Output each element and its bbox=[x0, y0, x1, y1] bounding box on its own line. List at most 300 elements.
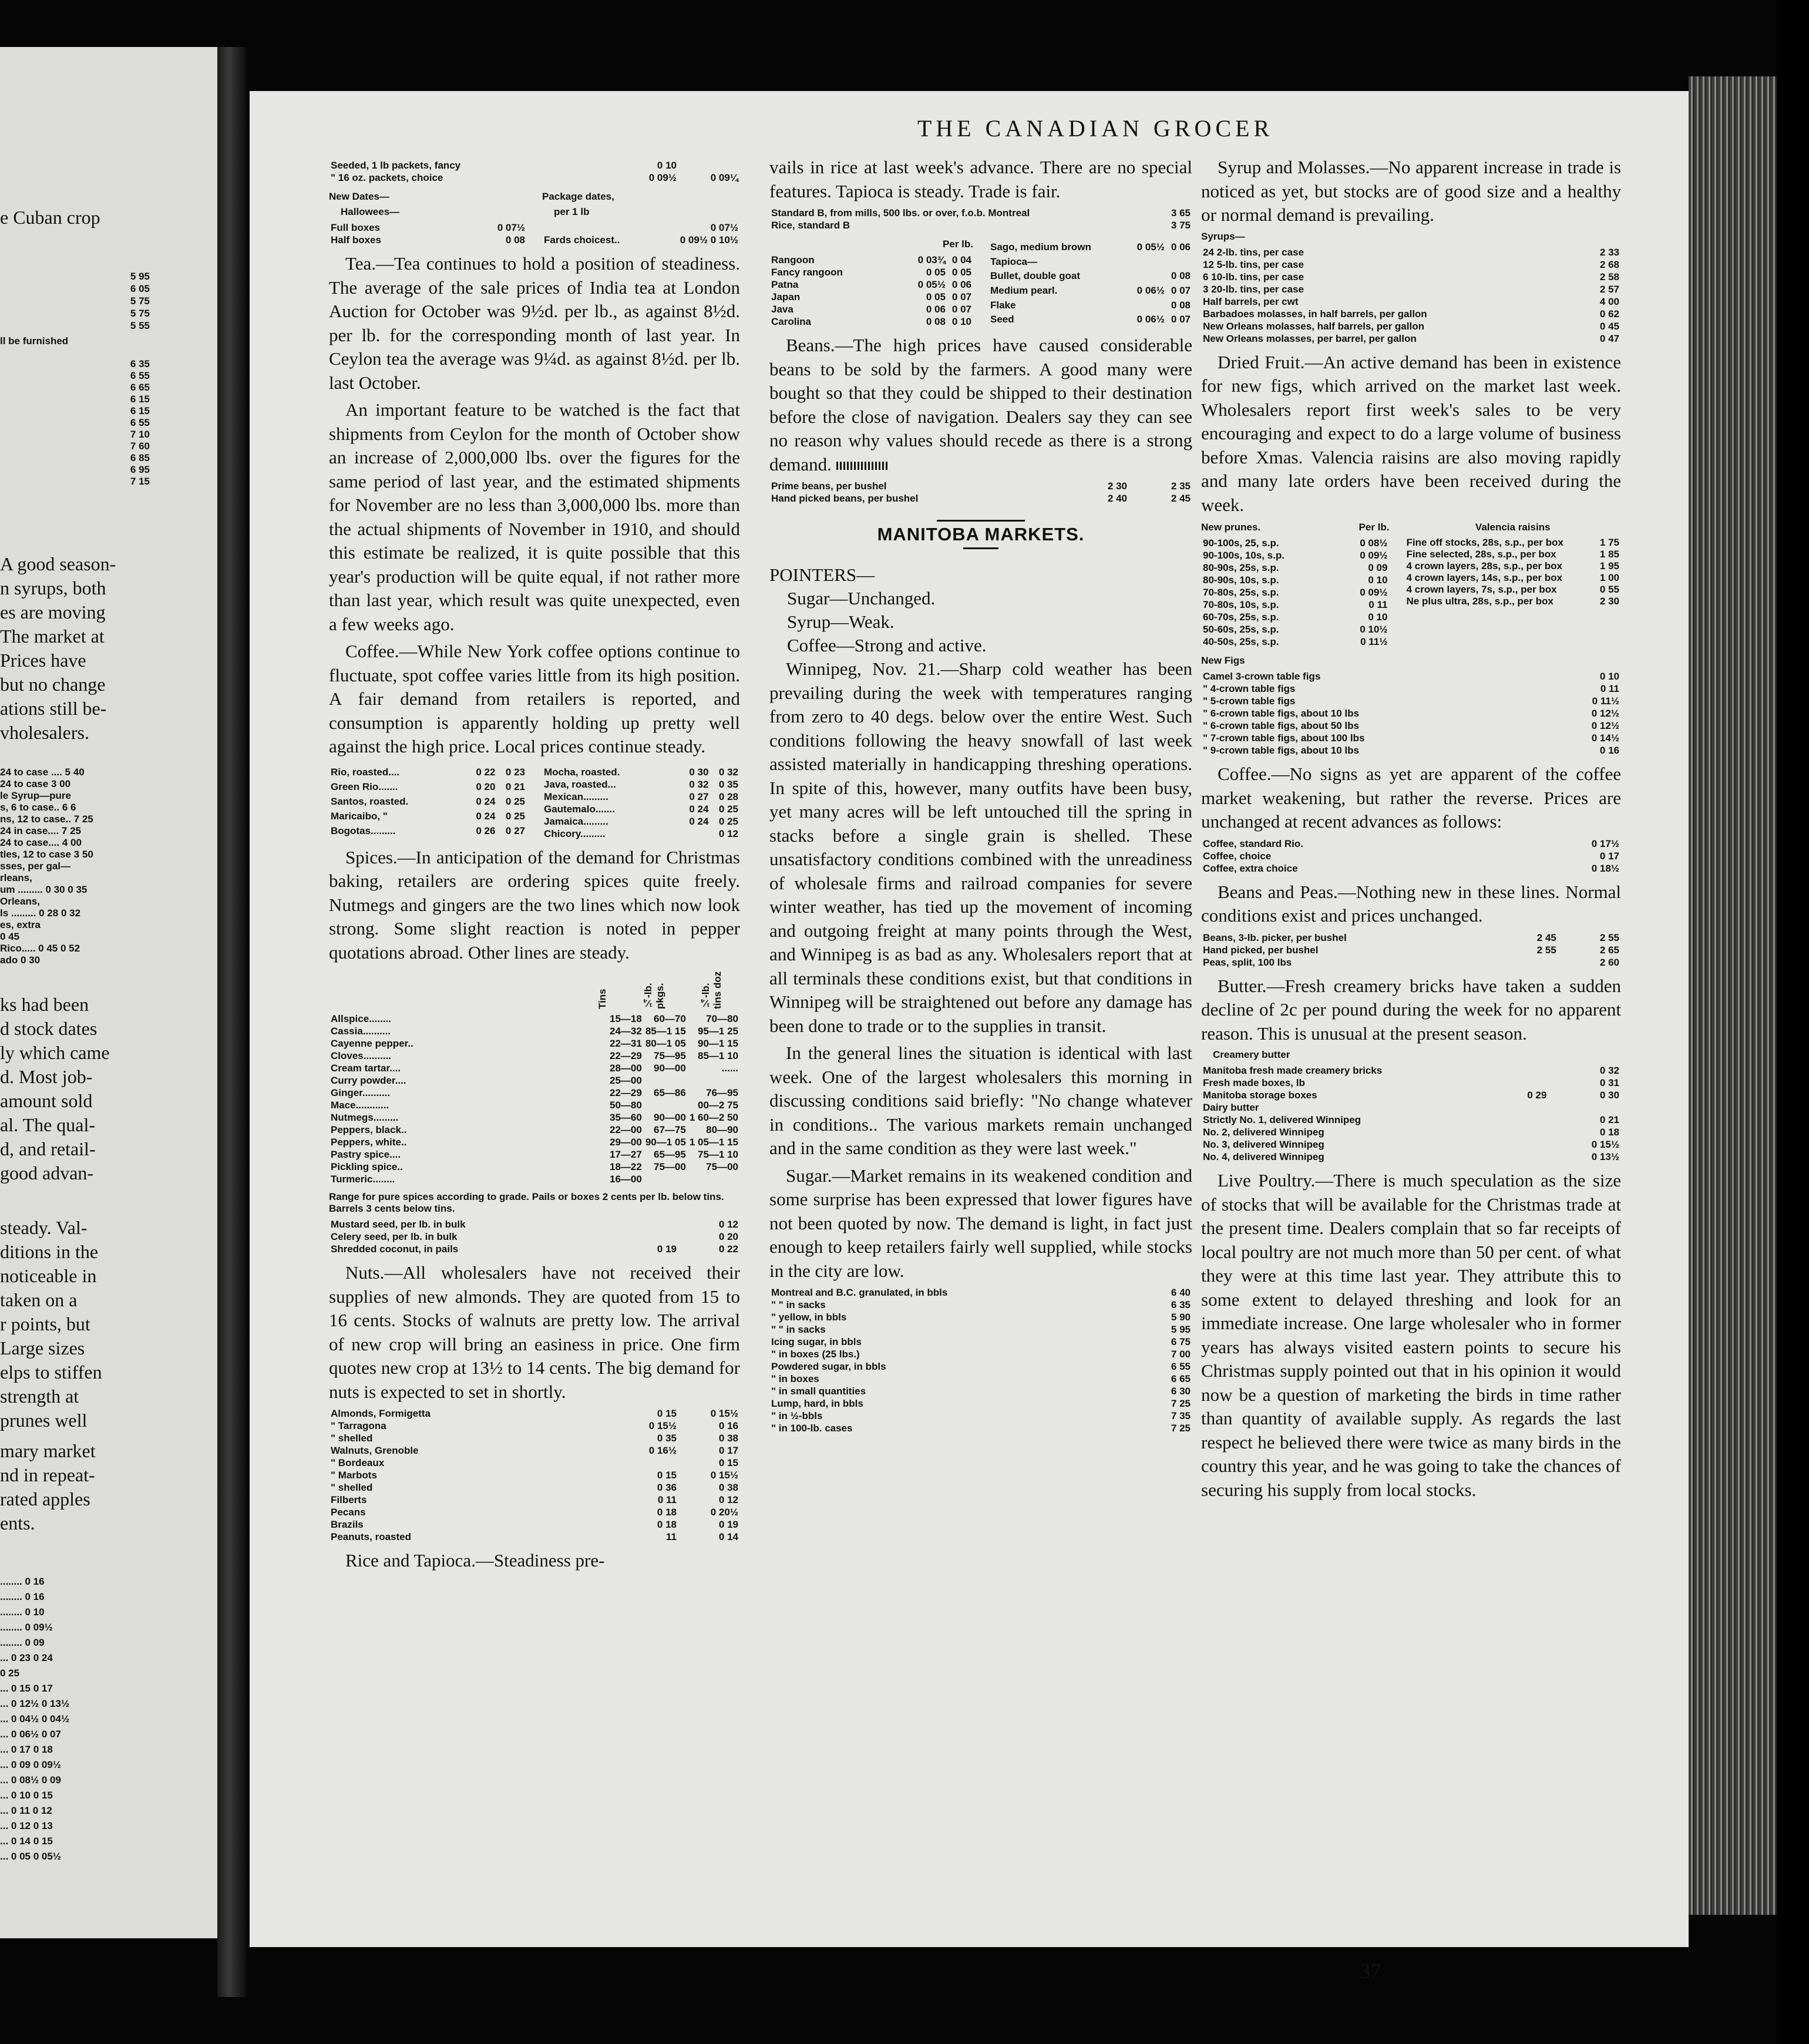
left-line: ... 0 08½ 0 09 bbox=[0, 1774, 61, 1786]
left-line: um ......... 0 30 0 35 bbox=[0, 884, 88, 895]
table-row bbox=[769, 480, 1192, 492]
row-value: 90—00 bbox=[653, 1063, 686, 1074]
left-line: 0 45 bbox=[0, 931, 20, 942]
row-value: 0 07 bbox=[1171, 284, 1191, 296]
row-value: 0 09¼ bbox=[710, 172, 738, 183]
table-row bbox=[1201, 308, 1621, 320]
row-value: 75—1 10 bbox=[698, 1149, 738, 1160]
table-row bbox=[1201, 271, 1621, 283]
left-price-list-2 bbox=[0, 358, 226, 488]
left-line: ents. bbox=[0, 1512, 35, 1534]
left-line: noticeable in bbox=[0, 1265, 97, 1286]
left-line: 6 15 bbox=[130, 394, 150, 405]
row-label: Mocha, roasted. bbox=[544, 766, 620, 778]
left-line: n syrups, both bbox=[0, 577, 106, 599]
left-line: prunes well bbox=[0, 1410, 88, 1431]
row-value: 0 10 bbox=[951, 316, 971, 327]
beans-text: Beans.—The high prices have caused considerable beans to be sold by the farmers. A good many were bought so that they could be shipped to their destination before the close of navigation. Dealers say they can see no reason why values should recede as there is a strong demand. bbox=[769, 335, 1192, 475]
row-label: " in boxes bbox=[771, 1373, 819, 1384]
left-line: es are moving bbox=[0, 601, 106, 623]
table-row bbox=[769, 1360, 1192, 1373]
row-value: 2 55 bbox=[1599, 932, 1619, 943]
row-value: 0 09½ 0 10½ bbox=[680, 234, 738, 246]
row-value: 7 25 bbox=[1171, 1398, 1191, 1409]
row-label: No. 2, delivered Winnipeg bbox=[1203, 1127, 1324, 1138]
left-line: 6 85 bbox=[130, 452, 150, 463]
table-row bbox=[988, 270, 1192, 284]
row-value bbox=[644, 1099, 688, 1111]
nuts-table bbox=[329, 1407, 740, 1543]
row-value: 0 07 bbox=[951, 291, 971, 302]
row-label: Hand picked beans, per bushel bbox=[771, 493, 919, 504]
row-label: " " in sacks bbox=[771, 1299, 826, 1310]
row-label: Carolina bbox=[771, 316, 812, 327]
row-label: Nutmegs......... bbox=[331, 1112, 399, 1123]
left-line: ........ 0 09½ bbox=[0, 1622, 53, 1633]
left-line: 7 15 bbox=[130, 476, 150, 487]
left-line: steady. Val- bbox=[0, 1217, 88, 1238]
table-row bbox=[1404, 560, 1621, 572]
prunes-head-unit: Per lb. bbox=[1359, 522, 1390, 533]
spice-col-tins: Tins bbox=[597, 989, 608, 1009]
table-row bbox=[329, 159, 740, 172]
row-label: Prime beans, per bushel bbox=[771, 480, 887, 492]
row-value: 16—00 bbox=[609, 1174, 642, 1185]
table-row bbox=[1201, 320, 1621, 332]
table-row bbox=[329, 234, 527, 246]
row-value bbox=[1131, 256, 1166, 270]
row-value: 2 45 bbox=[1536, 932, 1556, 943]
row-value: 90—1 05 bbox=[645, 1137, 686, 1148]
row-value: 0 11 bbox=[1368, 599, 1388, 610]
table-row bbox=[329, 1087, 740, 1099]
row-value: 0 07½ bbox=[497, 222, 525, 233]
row-label: 80-90s, 10s, s.p. bbox=[1203, 574, 1279, 586]
row-value: 65—86 bbox=[653, 1087, 686, 1098]
table-row bbox=[329, 1148, 740, 1161]
row-label: Camel 3-crown table figs bbox=[1203, 671, 1321, 682]
row-value: 2 40 bbox=[1107, 493, 1127, 504]
table-row bbox=[1201, 623, 1389, 636]
row-value: 2 35 bbox=[1171, 480, 1191, 492]
coffee-paragraph: Coffee.—While New York coffee options continue to fluctuate, spot coffee varies little from its high position. A fair demand from retailers is reported, and consumption is apparently holding up pretty well against the high price. Local prices continue steady. bbox=[329, 641, 740, 757]
table-row bbox=[769, 1422, 1192, 1434]
pointer-item: Syrup—Weak. bbox=[787, 611, 895, 632]
row-value: 0 25 bbox=[718, 815, 738, 827]
left-line: vholesalers. bbox=[0, 722, 89, 743]
row-value: 2 33 bbox=[1599, 246, 1619, 258]
row-label: Filberts bbox=[331, 1494, 367, 1505]
row-value: 0 27 bbox=[505, 825, 525, 837]
row-label: Fine off stocks, 28s, s.p., per box bbox=[1406, 537, 1563, 548]
row-value bbox=[1495, 956, 1558, 969]
table-row bbox=[1404, 549, 1621, 560]
table-row bbox=[329, 1407, 740, 1420]
row-value: 0 14½ bbox=[1591, 732, 1619, 744]
table-row bbox=[1201, 549, 1389, 562]
table-row bbox=[1201, 636, 1389, 648]
row-label: Turmeric........ bbox=[331, 1174, 395, 1185]
table-row bbox=[329, 1173, 740, 1185]
row-value bbox=[1495, 1138, 1549, 1151]
prunes-head-label: New prunes. bbox=[1201, 522, 1261, 533]
spice-col-pkgs: ¼-lb. pkgs. bbox=[643, 983, 665, 1009]
left-line: 0 25 bbox=[0, 1668, 20, 1679]
row-label: Curry powder.... bbox=[331, 1075, 406, 1086]
table-row bbox=[769, 303, 973, 315]
row-label: Strictly No. 1, delivered Winnipeg bbox=[1203, 1114, 1361, 1125]
row-value: 0 05½ bbox=[917, 279, 946, 290]
left-line: e Cuban crop bbox=[0, 207, 100, 228]
row-value: 0 20½ bbox=[710, 1507, 738, 1518]
left-line: ks had been bbox=[0, 994, 89, 1015]
row-value: 0 32 bbox=[689, 778, 709, 790]
table-row bbox=[329, 766, 527, 781]
row-label: Cayenne pepper.. bbox=[331, 1038, 413, 1049]
row-label: " " in sacks bbox=[771, 1324, 826, 1335]
row-value bbox=[644, 1173, 688, 1185]
table-row bbox=[329, 1099, 740, 1111]
table-row bbox=[1201, 944, 1621, 956]
table-row bbox=[1201, 586, 1389, 599]
row-value: 75—95 bbox=[653, 1050, 686, 1061]
row-value: 0 10 bbox=[1599, 671, 1619, 682]
row-value: 0 22 bbox=[718, 1243, 738, 1255]
row-label: 60-70s, 25s, s.p. bbox=[1203, 611, 1279, 623]
coffee-left-table bbox=[329, 766, 527, 840]
row-value bbox=[1495, 1114, 1549, 1126]
row-label: Coffee, standard Rio. bbox=[1203, 838, 1303, 849]
row-label: 3 20-lb. tins, per case bbox=[1203, 283, 1304, 295]
row-value: 90—1 15 bbox=[698, 1038, 738, 1049]
row-value: 0 06½ bbox=[1136, 284, 1165, 296]
table-row bbox=[1201, 707, 1621, 720]
left-line: ditions in the bbox=[0, 1241, 99, 1262]
nuts-paragraph: Nuts.—All wholesalers have not received their supplies of new almonds. They are quoted from 15 to 16 cents. Stocks of walnuts are pretty low. The arrival of new crop will bring an easiness in price. One firm quotes new crop at 13½ to 14 cents. The big demand for nuts is expected to set in shortly. bbox=[329, 1262, 740, 1402]
left-line: ... 0 11 0 12 bbox=[0, 1805, 52, 1816]
table-row bbox=[1201, 670, 1621, 683]
row-label: Java, roasted... bbox=[544, 778, 616, 790]
left-line: ly which came bbox=[0, 1042, 110, 1063]
table-row bbox=[988, 299, 1192, 314]
row-value bbox=[1495, 1077, 1549, 1089]
row-label: Medium pearl. bbox=[990, 284, 1058, 296]
table-row bbox=[329, 1231, 740, 1243]
row-label: Maricaibo, " bbox=[331, 811, 388, 822]
spices-table bbox=[329, 1013, 740, 1185]
table-row bbox=[1201, 1101, 1621, 1114]
row-value: 0 18 bbox=[657, 1519, 677, 1530]
row-value: 85—1 10 bbox=[698, 1050, 738, 1061]
row-label: Pecans bbox=[331, 1507, 366, 1518]
table-row bbox=[769, 219, 1192, 231]
table-row bbox=[329, 1050, 740, 1062]
row-value: 0 62 bbox=[1599, 308, 1619, 320]
row-value: 7 00 bbox=[1171, 1349, 1191, 1360]
left-line: nd in repeat- bbox=[0, 1464, 95, 1485]
row-value: 0 26 bbox=[476, 825, 496, 837]
table-row bbox=[1201, 562, 1389, 574]
left-paragraph-b bbox=[0, 993, 226, 1185]
left-line: Rico..... 0 45 0 52 bbox=[0, 943, 80, 954]
row-value: 0 12 bbox=[718, 1219, 738, 1230]
row-value: ...... bbox=[721, 1063, 738, 1074]
table-row bbox=[329, 795, 527, 810]
row-value: 2 30 bbox=[1107, 480, 1127, 492]
row-value: 0 18 bbox=[1599, 1127, 1619, 1138]
row-value: 0 07½ bbox=[710, 222, 738, 233]
row-value: 0 29 bbox=[1527, 1090, 1547, 1101]
row-value bbox=[1495, 1064, 1549, 1077]
row-label: Full boxes bbox=[331, 222, 381, 233]
table-row bbox=[769, 291, 973, 303]
row-label: " 6-crown table figs, about 50 lbs bbox=[1203, 720, 1359, 731]
beans-paragraph bbox=[769, 334, 1192, 476]
row-value: 0 12 bbox=[718, 828, 738, 839]
row-value: 0 35 bbox=[718, 778, 738, 790]
row-value: 17—27 bbox=[609, 1149, 642, 1160]
row-label: New Orleans molasses, half barrels, per gallon bbox=[1203, 320, 1424, 332]
left-line: 24 in case.... 7 25 bbox=[0, 825, 81, 836]
left-line: ations still be- bbox=[0, 698, 107, 719]
prunes-raisins-block bbox=[1201, 520, 1621, 654]
table-row bbox=[1201, 720, 1621, 732]
row-label: " in small quantities bbox=[771, 1386, 866, 1397]
row-value: 7 35 bbox=[1171, 1410, 1191, 1421]
table-row bbox=[1404, 572, 1621, 584]
row-value: 0 08 bbox=[505, 234, 525, 246]
left-line: ... 0 12½ 0 13½ bbox=[0, 1698, 70, 1709]
row-value: 0 25 bbox=[505, 795, 525, 807]
row-value: 5 90 bbox=[1171, 1312, 1191, 1323]
left-furnished: ll be furnished bbox=[0, 335, 69, 347]
row-label: Seeded, 1 lb packets, fancy bbox=[331, 160, 461, 171]
spice-extra-table bbox=[329, 1218, 740, 1255]
rice-left-table bbox=[769, 254, 973, 328]
row-label: " 16 oz. packets, choice bbox=[331, 172, 443, 183]
dates-left-head: New Dates— bbox=[329, 191, 389, 202]
left-line: ........ 0 16 bbox=[0, 1591, 45, 1602]
row-value: 0 05 bbox=[926, 291, 946, 302]
row-label: Cloves.......... bbox=[331, 1050, 391, 1061]
row-label: Pickling spice.. bbox=[331, 1161, 403, 1172]
table-row bbox=[329, 1444, 740, 1457]
table-row bbox=[1201, 838, 1621, 850]
table-row bbox=[1201, 956, 1621, 969]
row-label: Cassia.......... bbox=[331, 1026, 391, 1037]
table-row bbox=[769, 1373, 1192, 1385]
raisins-head: Valencia raisins bbox=[1475, 522, 1551, 533]
row-label: " shelled bbox=[331, 1433, 373, 1444]
row-value: 0 07 bbox=[951, 304, 971, 315]
left-line: 24 to case.... 4 00 bbox=[0, 837, 82, 848]
row-value: 1 85 bbox=[1599, 549, 1619, 560]
spice-column-headers bbox=[329, 968, 740, 1009]
row-value: 0 08 bbox=[1171, 299, 1191, 311]
beans-peas-paragraph: Beans and Peas.—Nothing new in these lines. Normal conditions exist and prices unchanged. bbox=[1201, 881, 1621, 926]
row-value: 0 30 bbox=[1599, 1090, 1619, 1101]
table-row bbox=[542, 791, 740, 803]
row-value: 0 15½ bbox=[710, 1408, 738, 1419]
row-value: 15—18 bbox=[609, 1013, 642, 1024]
poultry-paragraph: Live Poultry.—There is much speculation as the size of stocks that will be available for the Christmas trade at the present time. Dealers complain that so far receipts of local poultry are not much more than 50 per cent. of what they were at this time last year. They attribute this to some extent to delayed threshing and look for an immediate increase. One large wholesaler who in former years has always visited eastern points to secure his Christmas supply pointed out that in his opinion it would now be a question of marketing the birds in time rather than quantity of available supply. As regards the last respect he believed there were twice as many birds in the country this year, and he was going to take the chances of securing his supply from local stocks. bbox=[1201, 1170, 1621, 1500]
syrup-paragraph: Syrup and Molasses.—No apparent increase in trade is noticed as yet, but stocks are of good size and a healthy or normal demand is prevailing. bbox=[1201, 157, 1621, 225]
left-paragraph-c bbox=[0, 1216, 226, 1433]
row-label: Mace............ bbox=[331, 1100, 389, 1111]
row-value: 0 14 bbox=[718, 1531, 738, 1542]
spices-paragraph: Spices.—In anticipation of the demand for Christmas baking, retailers are ordering spices quite freely. Nutmegs and gingers are the two lines which now look strong. Some slight reaction is noted in pepper quotations abroad. Other lines are steady. bbox=[329, 846, 740, 963]
row-label: Icing sugar, in bbls bbox=[771, 1336, 862, 1347]
left-line: 5 75 bbox=[130, 295, 150, 307]
left-line: ... 0 12 0 13 bbox=[0, 1820, 53, 1831]
row-value: 0 16½ bbox=[648, 1445, 677, 1456]
table-row bbox=[329, 1136, 740, 1148]
row-value bbox=[1548, 1101, 1621, 1114]
row-value: 0 47 bbox=[1599, 332, 1619, 344]
dates-left-sub: Hallowees— bbox=[341, 206, 400, 217]
butter-head: Creamery butter bbox=[1213, 1049, 1290, 1060]
row-value: 90—00 bbox=[653, 1112, 686, 1123]
row-label: Standard B, from mills, 500 lbs. or over, f.o.b. Montreal bbox=[771, 207, 1030, 218]
row-label: Gautemalo....... bbox=[544, 803, 615, 815]
row-value: 0 18 bbox=[657, 1507, 677, 1518]
column-3 bbox=[1201, 156, 1621, 1505]
row-value: 0 09 bbox=[1368, 562, 1388, 573]
row-value: 0 16 bbox=[1599, 745, 1619, 756]
row-value bbox=[688, 1074, 740, 1087]
left-line: ........ 0 09 bbox=[0, 1637, 45, 1648]
left-line: 5 75 bbox=[130, 308, 150, 319]
left-line: Orleans, bbox=[0, 896, 41, 907]
table-row bbox=[1404, 537, 1621, 549]
left-line: d stock dates bbox=[0, 1018, 97, 1039]
row-label: Peanuts, roasted bbox=[331, 1531, 411, 1542]
dates-left-table bbox=[329, 221, 527, 246]
row-value bbox=[617, 1231, 678, 1243]
pointer-item: Coffee—Strong and active. bbox=[787, 635, 987, 655]
table-row bbox=[329, 1420, 740, 1432]
row-value: 0 20 bbox=[718, 1231, 738, 1242]
left-line: ... 0 05 0 05½ bbox=[0, 1851, 61, 1862]
table-row bbox=[1201, 850, 1621, 862]
row-label: 12 5-lb. tins, per case bbox=[1203, 258, 1304, 270]
row-label: 90-100s, 25, s.p. bbox=[1203, 537, 1279, 549]
row-value: 0 10 bbox=[657, 160, 677, 171]
row-value: 0 15 bbox=[657, 1408, 677, 1419]
row-value: 2 30 bbox=[1599, 596, 1619, 607]
rice-right-table bbox=[988, 241, 1192, 328]
row-label: No. 3, delivered Winnipeg bbox=[1203, 1139, 1324, 1150]
row-value: 2 55 bbox=[1536, 944, 1556, 956]
row-value: 0 15 bbox=[657, 1470, 677, 1481]
row-label: Manitoba storage boxes bbox=[1203, 1090, 1317, 1101]
row-value bbox=[1166, 256, 1192, 270]
row-value: 0 19 bbox=[718, 1519, 738, 1530]
row-label: " in boxes (25 lbs.) bbox=[771, 1349, 860, 1360]
row-label: Beans, 3-lb. picker, per bushel bbox=[1203, 932, 1347, 943]
row-label: " 7-crown table figs, about 100 lbs bbox=[1203, 732, 1365, 744]
manitoba-title: MANITOBA MARKETS. bbox=[877, 524, 1085, 544]
left-line: taken on a bbox=[0, 1289, 78, 1310]
table-row bbox=[542, 778, 740, 791]
row-value: 75—00 bbox=[706, 1161, 738, 1172]
left-line: 6 55 bbox=[130, 370, 150, 381]
table-row bbox=[329, 810, 527, 825]
row-value: 0 23 bbox=[505, 766, 525, 778]
left-line: d. Most job- bbox=[0, 1066, 93, 1087]
row-value: 0 27 bbox=[689, 791, 709, 802]
row-label: Ne plus ultra, 28s, s.p., per box bbox=[1406, 596, 1554, 607]
coffee-paragraph-3: Coffee.—No signs as yet are apparent of the coffee market weakening, but rather the reverse. Prices are unchanged at recent advances as follows: bbox=[1201, 764, 1621, 832]
row-label: " 6-crown table figs, about 10 lbs bbox=[1203, 708, 1359, 719]
row-value bbox=[644, 1074, 688, 1087]
row-value: 0 05½ bbox=[1136, 241, 1165, 253]
row-value: 11 bbox=[666, 1531, 677, 1542]
flourish-ornament bbox=[836, 462, 889, 470]
newspaper-page bbox=[250, 91, 1689, 1983]
row-value: 80—90 bbox=[706, 1124, 738, 1135]
row-value: 22—00 bbox=[609, 1124, 642, 1135]
row-label: Sago, medium brown bbox=[990, 241, 1091, 253]
row-value: 50—80 bbox=[609, 1100, 642, 1111]
table-row bbox=[769, 278, 973, 291]
row-value: 7 25 bbox=[1171, 1423, 1191, 1434]
table-row bbox=[769, 492, 1192, 505]
row-value: 3 65 bbox=[1171, 207, 1191, 218]
row-label: Allspice........ bbox=[331, 1013, 391, 1024]
syrup-head: Syrups— bbox=[1201, 230, 1245, 242]
dried-fruit-paragraph: Dried Fruit.—An active demand has been in existence for new figs, which arrived on the market last week. Wholesalers report first week's sales to be very encouraging and expect to do a large volume of business before Xmas. Valencia raisins are also moving rapidly and many late orders have been received during the week. bbox=[1201, 351, 1621, 515]
figs-table bbox=[1201, 670, 1621, 757]
row-label: Fards choicest.. bbox=[544, 234, 620, 246]
row-label: Japan bbox=[771, 291, 801, 302]
row-label: 90-100s, 10s, s.p. bbox=[1203, 550, 1285, 561]
left-line: 6 95 bbox=[130, 464, 150, 475]
row-label: Pastry spice.... bbox=[331, 1149, 401, 1160]
beans-table bbox=[769, 480, 1192, 505]
table-row bbox=[329, 781, 527, 795]
row-value: 0 25 bbox=[718, 803, 738, 815]
row-value: 0 08½ bbox=[1360, 537, 1388, 549]
table-row bbox=[1201, 283, 1621, 295]
page-number: 37 bbox=[1360, 1959, 1381, 1983]
row-value: 0 15½ bbox=[648, 1420, 677, 1431]
table-row bbox=[769, 254, 973, 266]
row-value: 6 55 bbox=[1171, 1361, 1191, 1372]
table-row bbox=[1201, 862, 1621, 875]
row-value: 0 06 bbox=[951, 279, 971, 290]
winnipeg-paragraph: Winnipeg, Nov. 21.—Sharp cold weather has been prevailing during the week with temperatures ranging from zero to 40 degs. below over the entire West. Such conditions following the heavy snowfall of last week assisted materially in handicapping threshing operations. In spite of this, however, many outfits have been busy, yet many acres will be left untouched till the spring in stacks before a single grain is shelled. These unsatisfactory conditions combined with the unreadiness of wholesale firms and railroad companies for severe winter weather, has tied up the movement of incoming and outgoing freight at many points through the West, and Winnipeg is as bad as any. Wholesalers report that at all terminals these conditions exist, but that conditions in Winnipeg will be straightened out before any damage has been done to trade or to the supplies in transit. bbox=[769, 658, 1192, 1036]
row-label: Mustard seed, per lb. in bulk bbox=[331, 1219, 466, 1230]
row-label: " shelled bbox=[331, 1482, 373, 1493]
left-line: ........ 0 10 bbox=[0, 1606, 45, 1618]
row-value: 1 60—2 50 bbox=[689, 1112, 738, 1123]
general-paragraph: In the general lines the situation is identical with last week. One of the largest wholesalers this morning in discussing conditions said briefly: "No change whatever in conditions.. The various markets remain unchanged and in the same condition as they were last week." bbox=[769, 1043, 1192, 1158]
row-value: 0 09½ bbox=[1360, 550, 1388, 561]
table-row bbox=[1201, 1077, 1621, 1089]
left-line: rleans, bbox=[0, 872, 32, 883]
left-line: strength at bbox=[0, 1386, 79, 1407]
row-value bbox=[1495, 1126, 1549, 1138]
left-line: tles, 12 to case 3 50 bbox=[0, 849, 93, 860]
row-value: 00—2 75 bbox=[698, 1100, 738, 1111]
dates-right-sub: per 1 lb bbox=[554, 206, 590, 217]
row-value bbox=[688, 1173, 740, 1185]
table-row bbox=[1201, 1151, 1621, 1163]
row-label: Rice, standard B bbox=[771, 220, 850, 231]
row-value: 80—1 05 bbox=[645, 1038, 686, 1049]
left-line: 6 15 bbox=[130, 405, 150, 416]
